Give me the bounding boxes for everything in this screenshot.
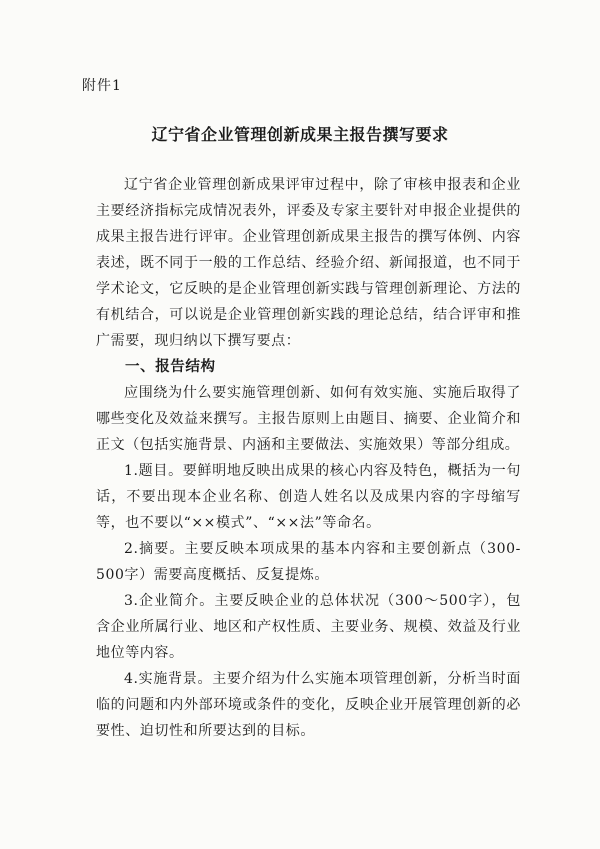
document-body bbox=[96, 172, 521, 744]
item-company-profile-paragraph: 3.企业简介。主要反映企业的总体状况（300～500字），包含企业所属行业、地区和产权性质、主要业务、规模、效益及行业地位等内容。 bbox=[96, 593, 521, 661]
item-title-paragraph: 1.题目。要鲜明地反映出成果的核心内容及特色，概括为一句话，不要出现本企业名称、创造人姓名以及成果内容的字母缩写等，也不要以“××模式”、“××法”等命名。 bbox=[96, 463, 521, 531]
item-abstract-paragraph: 2.摘要。主要反映本项成果的基本内容和主要创新点（300-500字）需要高度概括、反复提炼。 bbox=[96, 541, 521, 583]
section-heading: 一、报告结构 bbox=[125, 358, 216, 375]
attachment-label: 附件1 bbox=[82, 78, 122, 94]
intro-paragraph: 辽宁省企业管理创新成果评审过程中，除了审核申报表和企业主要经济指标完成情况表外，评委及专家主要针对申报企业提供的成果主报告进行评审。企业管理创新成果主报告的撰写体例、内容表述，既不同于一般的工作总结、经验介绍、新闻报道，也不同于学术论文，它反映的是企业管理创新实践与管理创新理论、方法的有机结合，可以说是企业管理创新实践的理论总结，结合评审和推广需要，现归纳以下撰写要点： bbox=[96, 177, 521, 349]
section-intro-paragraph: 应围绕为什么要实施管理创新、如何有效实施、实施后取得了哪些变化及效益来撰写。主报告原则上由题目、摘要、企业简介和正文（包括实施背景、内涵和主要做法、实施效果）等部分组成。 bbox=[96, 385, 521, 453]
item-background-paragraph: 4.实施背景。主要介绍为什么实施本项管理创新，分析当时面临的问题和内外部环境或条件的变化，反映企业开展管理创新的必要性、迫切性和所要达到的目标。 bbox=[96, 671, 521, 739]
document-title: 辽宁省企业管理创新成果主报告撰写要求 bbox=[151, 125, 449, 144]
